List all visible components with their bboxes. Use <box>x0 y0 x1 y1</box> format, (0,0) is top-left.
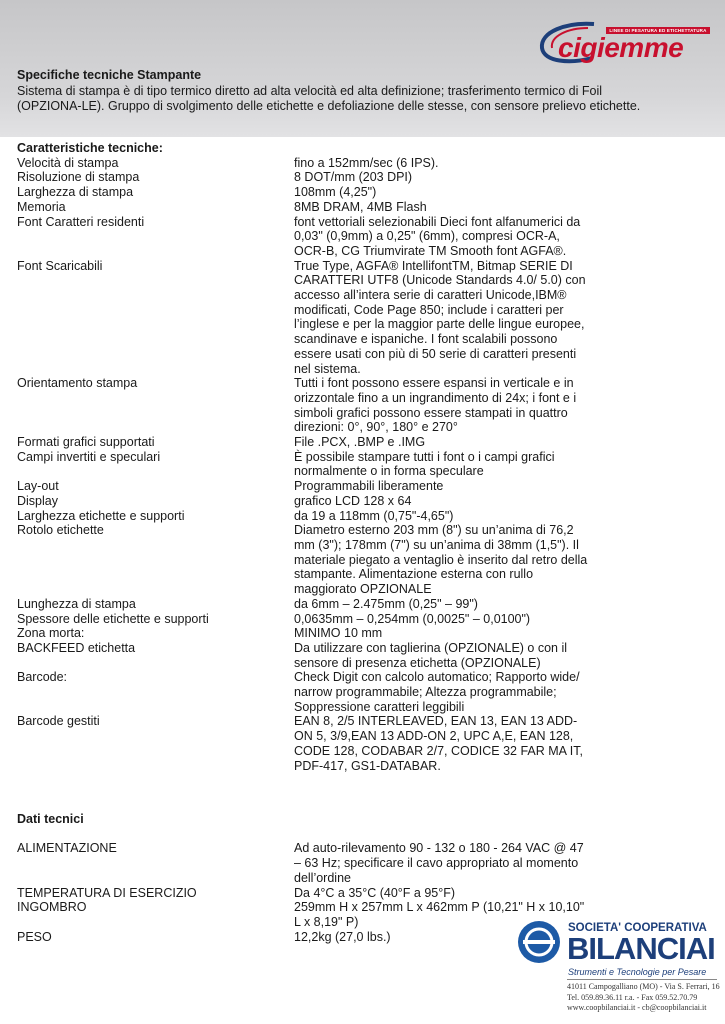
spec-label: BACKFEED etichetta <box>17 640 136 655</box>
spec-value: 259mm H x 257mm L x 462mm P (10,21" H x 10,10" L x 8,19" P) <box>294 900 585 929</box>
spec-value: Ad auto-rilevamento 90 - 132 o 180 - 264 VAC @ 47 – 63 Hz; specificare il cavo appropriato al momento dell’ordine <box>294 841 584 885</box>
caratteristiche-heading: Caratteristiche tecniche: <box>17 141 163 155</box>
spec-label: Campi invertiti e speculari <box>17 449 161 464</box>
spec-row <box>17 170 707 185</box>
spec-row <box>17 626 707 641</box>
spec-row <box>17 156 707 171</box>
spec-value: EAN 8, 2/5 INTERLEAVED, EAN 13, EAN 13 ADD-ON 5, 3/9,EAN 13 ADD-ON 2, UPC A,E, EAN 128, CODE 128, CODABAR 2/7, CODICE 32 FAR MA IT, PDF-417, GS1-DATABAR. <box>294 714 583 773</box>
bilanciai-tagline: Strumenti e Tecnologie per Pesare <box>568 967 707 977</box>
intro-block <box>17 68 662 115</box>
spec-value: Check Digit con calcolo automatico; Rapporto wide/ narrow programmabile; Altezza programmabile; Soppressione caratteri leggibili <box>294 670 580 714</box>
spec-row <box>17 841 707 885</box>
bilanciai-name: BILANCIAI <box>567 931 715 966</box>
cb-emblem-icon <box>518 921 560 963</box>
page-title: Specifiche tecniche Stampante <box>17 68 202 82</box>
spec-label: ALIMENTAZIONE <box>17 841 117 856</box>
spec-label: Formati grafici supportati <box>17 435 155 450</box>
spec-value: Diametro esterno 203 mm (8") su un’anima di 76,2 mm (3"); 178mm (7") su un’anima di 38mm (1,5"). Il materiale piegato a ventaglio è inserito dal retro della stampante. Alimentazione esterna con rullo maggiorato OPZIONALE <box>294 523 588 597</box>
spec-label: Font Scaricabili <box>17 258 103 273</box>
spec-label: Larghezza di stampa <box>17 185 134 200</box>
spec-value: fino a 152mm/sec (6 IPS). <box>294 155 439 170</box>
spec-row <box>17 450 707 479</box>
brand-name: cigiemme <box>558 32 684 63</box>
spec-row <box>17 435 707 450</box>
bilanciai-coop: SOCIETA' COOPERATIVA <box>568 922 707 934</box>
spec-label: Orientamento stampa <box>17 376 138 391</box>
spec-value: Programmabili liberamente <box>294 479 444 494</box>
spec-value: da 6mm – 2.475mm (0,25" – 99") <box>294 596 478 611</box>
spec-value: È possibile stampare tutti i font o i campi grafici normalmente o in forma speculare <box>294 449 555 479</box>
spec-value: True Type, AGFA® IntellifontTM, Bitmap SERIE DI CARATTERI UTF8 (Unicode Standards 4.0/ 5.0) con accesso all’intera serie di caratteri Unicode,IBM® modificati, Code Page 850; include i caratteri per l’inglese e per la maggior parte delle lingue europee, scandinave e ispaniche. I font scalabili possono essere usati con più di 50 serie di caratteri presenti nel sistema. <box>294 258 586 376</box>
spec-value: 8 DOT/mm (203 DPI) <box>294 170 413 185</box>
dati-tecnici-heading: Dati tecnici <box>17 812 84 826</box>
spec-label: Velocità di stampa <box>17 155 119 170</box>
address-line: 41011 Campogalliano (MO) - Via S. Ferrari, 16 <box>567 982 720 991</box>
spec-value: da 19 a 118mm (0,75"-4,65") <box>294 508 454 523</box>
intro-text: Sistema di stampa è di tipo termico diretto ad alta velocità ed alta definizione; trasferimento termico di Foil (OPZIONA-LE). Gruppo di svolgimento delle etichette e defoliazione delle stesse, con sensore prelievo etichette. <box>17 83 641 113</box>
cigiemme-logo <box>536 18 716 68</box>
spec-label: Zona morta: <box>17 626 85 641</box>
web-line: www.coopbilanciai.it - cb@coopbilanciai.it <box>567 1003 707 1012</box>
spec-row <box>17 612 707 627</box>
bilanciai-logo <box>518 918 718 1024</box>
spec-row <box>17 886 707 901</box>
spec-value: 8MB DRAM, 4MB Flash <box>294 199 427 214</box>
spec-value: Tutti i font possono essere espansi in verticale e in orizzontale fino a un ingrandimento di 24x; i font e i simboli grafici possono essere stampati in quattro direzioni: 0°, 90°, 180° e 270° <box>294 376 577 435</box>
phone-line: Tel. 059.89.36.11 r.a. - Fax 059.52.70.79 <box>567 992 698 1002</box>
bilanciai-address <box>567 982 720 1014</box>
spec-value: 108mm (4,25") <box>294 185 377 200</box>
spec-row <box>17 479 707 494</box>
spec-row <box>17 670 707 714</box>
spec-row <box>17 376 707 435</box>
spec-row <box>17 259 707 377</box>
spec-row <box>17 215 707 259</box>
spec-row <box>17 185 707 200</box>
spec-label: Memoria <box>17 199 66 214</box>
spec-label: Barcode gestiti <box>17 714 100 729</box>
spec-value: grafico LCD 128 x 64 <box>294 493 412 508</box>
spec-row <box>17 523 707 597</box>
spec-label: TEMPERATURA DI ESERCIZIO <box>17 885 197 900</box>
spec-value: Da 4°C a 35°C (40°F a 95°F) <box>294 885 456 900</box>
brand-tagline: LINEE DI PESATURA ED ETICHETTATURA <box>606 27 710 34</box>
caratteristiche-section <box>17 141 707 773</box>
spec-label: Display <box>17 493 58 508</box>
spec-row <box>17 200 707 215</box>
spec-value: font vettoriali selezionabili Dieci font alfanumerici da 0,03" (0,9mm) a 0,25" (6mm), compresi OCR-A, OCR-B, CG Triumvirate TM Smooth font AGFA®. <box>294 214 581 258</box>
spec-label: Spessore delle etichette e supporti <box>17 611 209 626</box>
spec-label: Risoluzione di stampa <box>17 170 140 185</box>
spec-value: 0,0635mm – 0,254mm (0,0025" – 0,0100") <box>294 611 531 626</box>
spec-label: Larghezza etichette e supporti <box>17 508 185 523</box>
spec-value: MINIMO 10 mm <box>294 626 383 641</box>
spec-value: 12,2kg (27,0 lbs.) <box>294 929 391 944</box>
spec-row <box>17 641 707 670</box>
spec-label: Lay-out <box>17 479 59 494</box>
spec-label: Lunghezza di stampa <box>17 596 136 611</box>
spec-row <box>17 494 707 509</box>
spec-label: Rotolo etichette <box>17 523 104 538</box>
spec-label: PESO <box>17 929 52 944</box>
spec-value: File .PCX, .BMP e .IMG <box>294 435 426 450</box>
spec-row <box>17 597 707 612</box>
spec-value: Da utilizzare con taglierina (OPZIONALE) o con il sensore di presenza etichetta (OPZIONALE) <box>294 640 568 670</box>
spec-row <box>17 714 707 773</box>
spec-label: INGOMBRO <box>17 900 87 915</box>
bilanciai-divider <box>567 979 717 980</box>
spec-label: Barcode: <box>17 670 68 685</box>
spec-row <box>17 509 707 524</box>
spec-label: Font Caratteri residenti <box>17 214 145 229</box>
